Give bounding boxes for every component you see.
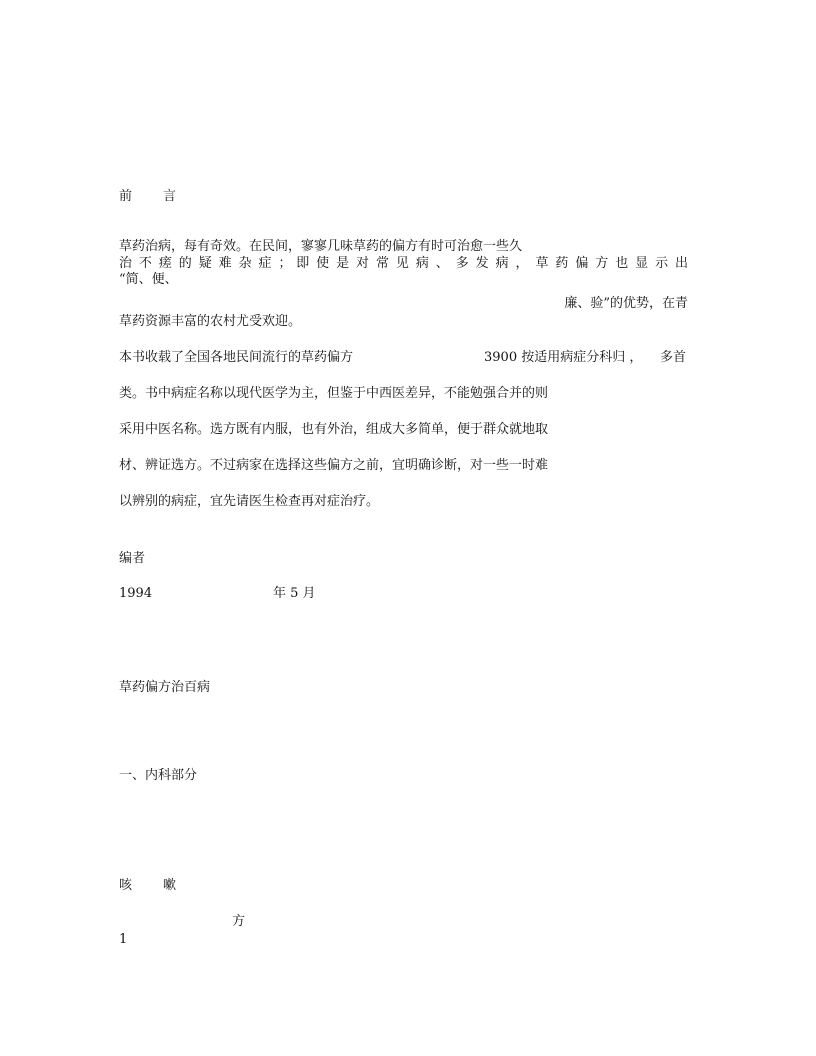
section-heading: 一、内科部分 — [119, 768, 198, 783]
preface-para1-line2: 治 不 瘥 的 疑 难 杂 症 ； 即 使 是 对 常 见 病 、 多 发 病 ， 草 药 偏 方 也 显 示 出 — [119, 256, 688, 271]
preface-para2-line5: 以辨别的病症，宜先请医生检查再对症治疗。 — [119, 494, 380, 509]
preface-para2-line2: 类。书中病症名称以现代医学为主，但鉴于中西医差异，不能勉强合并的则 — [119, 386, 549, 401]
preface-title-char-2: 言 — [163, 189, 177, 204]
preface-month: 年 5 月 — [273, 586, 316, 601]
preface-para2-line3: 采用中医名称。选方既有内服，也有外治，组成大多简单，便于群众就地取 — [119, 422, 549, 437]
preface-para2-line4: 材、辨证选方。不过病家在选择这些偏方之前，宜明确诊断，对一些一时难 — [119, 458, 549, 473]
preface-para2-line1-a: 本书收载了全国各地民间流行的草药偏方 — [119, 350, 354, 365]
book-title: 草药偏方治百病 — [119, 680, 211, 695]
preface-title-char-1: 前 — [119, 189, 133, 204]
preface-para1-line3: “简、便、 — [119, 272, 178, 287]
preface-para1-line4: 廉、验”的优势，在青 — [564, 296, 688, 311]
preface-author: 编者 — [119, 551, 146, 566]
prescription-label: 方 — [232, 914, 246, 929]
topic-char-2: 嗽 — [163, 878, 177, 893]
preface-para2-line1-c: 多首 — [660, 350, 687, 365]
preface-para2-line1-b: 3900 按适用病症分科归 ， — [484, 350, 643, 365]
topic-char-1: 咳 — [119, 878, 133, 893]
preface-para1-line1: 草药治病，每有奇效。在民间，寥寥几味草药的偏方有时可治愈一些久 — [119, 239, 523, 254]
preface-para1-line5: 草药资源丰富的农村尤受欢迎。 — [119, 314, 302, 329]
preface-year: 1994 — [119, 586, 153, 601]
prescription-number: 1 — [119, 932, 128, 947]
